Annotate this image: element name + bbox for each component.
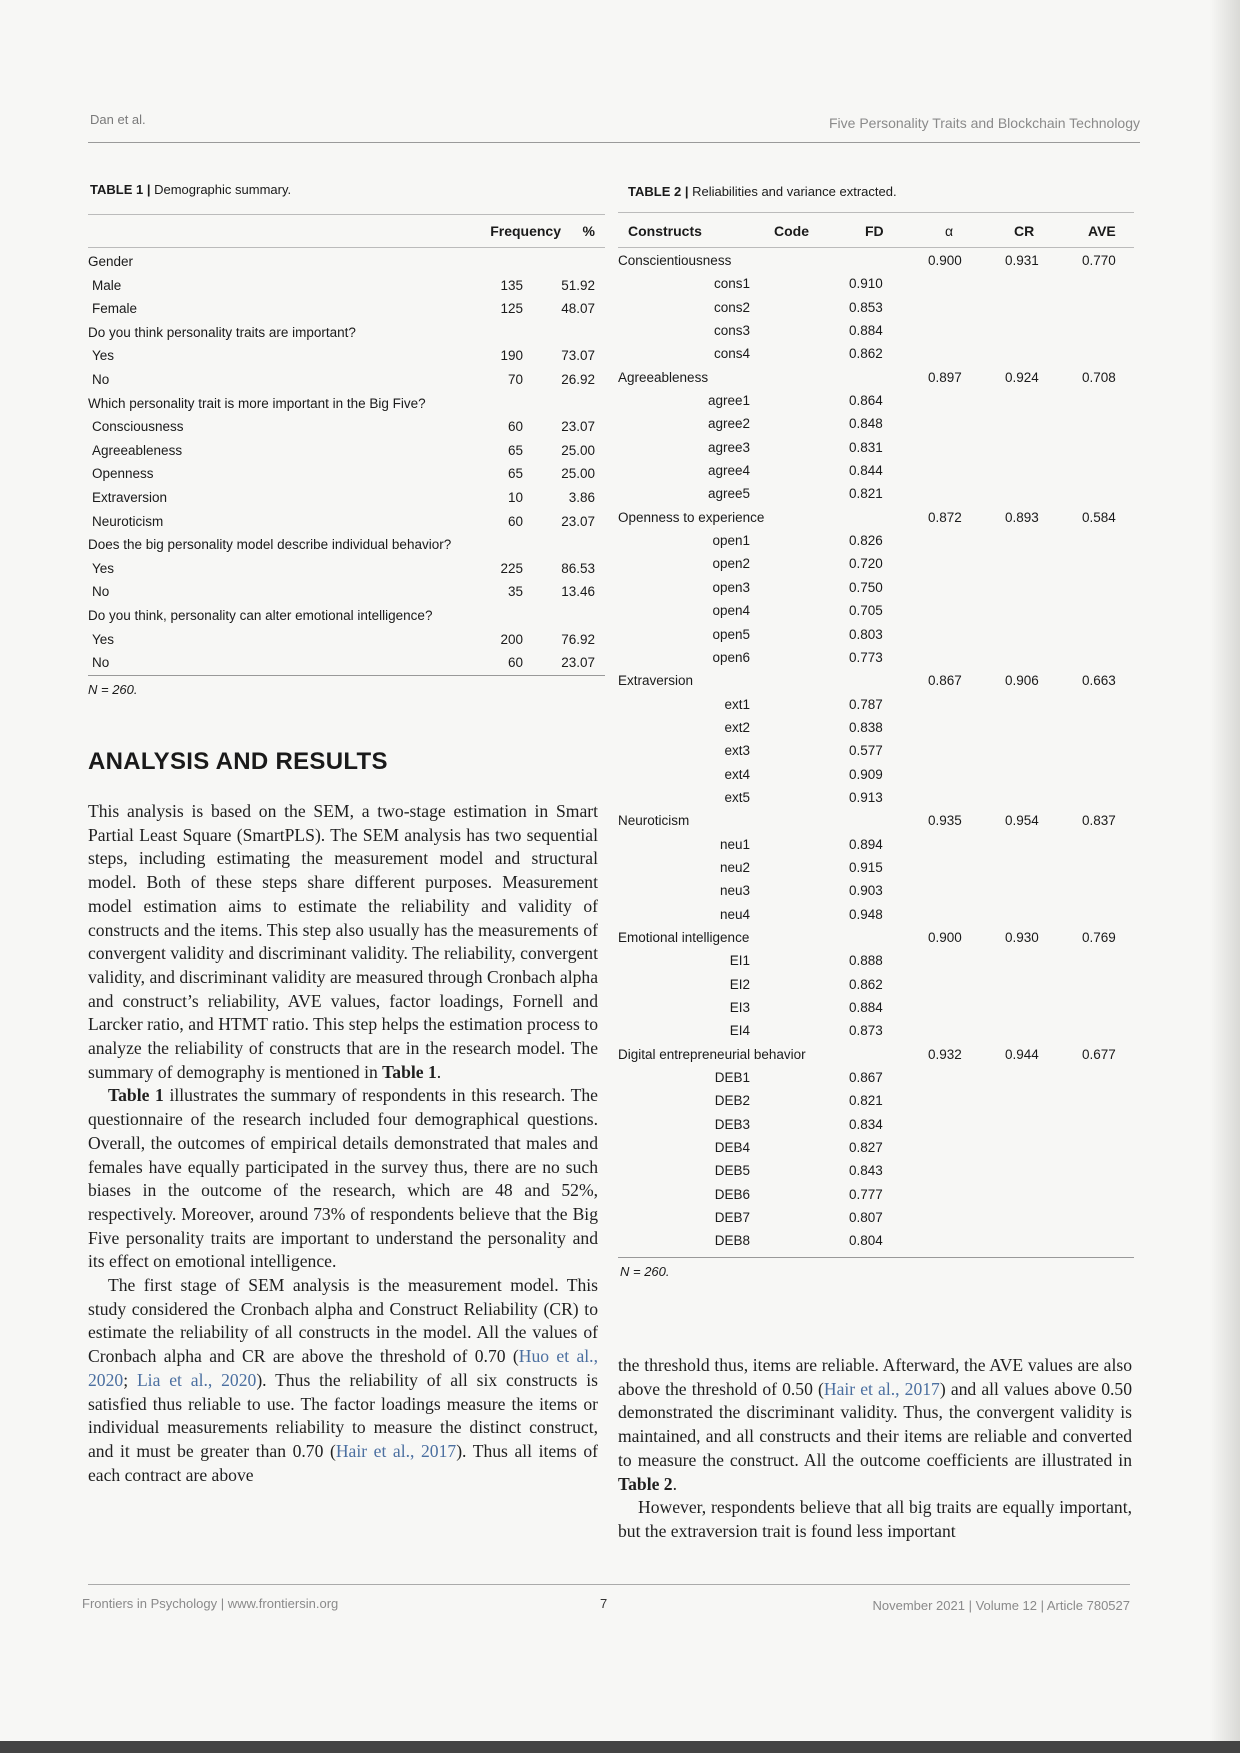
paragraph-text: The first stage of SEM analysis is the measurement model. This study considered the Cronbach alpha and Construct Reliability (CR) to estimate the reliability of all constructs in the model. All the values of Cronbach alpha and CR are above the threshold of 0.70 ( xyxy=(88,1275,598,1367)
paragraph-text: ) and all values above 0.50 demonstrated the discriminant validity. Thus, the convergent validity is maintained, and all constructs and their items are reliable and converted to measure the construct. All the outcome coefficients are illustrated in xyxy=(618,1378,1132,1470)
table2-caption xyxy=(628,184,897,199)
table-row xyxy=(618,437,1134,460)
table2-row-fd: 0.884 xyxy=(849,1000,883,1015)
table2-row-code: cons3 xyxy=(713,323,750,339)
table1-row-frequency: 225 xyxy=(500,560,523,576)
table2-row-ave: 0.677 xyxy=(1082,1046,1116,1062)
table-row xyxy=(618,974,1134,997)
table-row xyxy=(618,1067,1134,1090)
table2-row-construct: Neuroticism xyxy=(618,813,690,829)
citation-link[interactable]: Huo et al., 2020 xyxy=(88,1346,598,1390)
table-row xyxy=(88,392,605,416)
table2-row-fd: 0.915 xyxy=(849,859,883,875)
table2-row-fd: 0.843 xyxy=(849,1163,883,1179)
table-row xyxy=(88,368,605,392)
table-row xyxy=(618,1184,1134,1207)
table2-row-ave: 0.708 xyxy=(1082,369,1116,385)
table-row xyxy=(618,600,1134,623)
table-row xyxy=(618,764,1134,787)
table2-row-code: DEB4 xyxy=(714,1140,750,1156)
table2-row-code: DEB6 xyxy=(714,1186,750,1202)
table-row xyxy=(618,1044,1134,1067)
body-paragraph xyxy=(88,800,598,1084)
table-row xyxy=(618,1020,1134,1043)
table2-row-code: ext5 xyxy=(724,789,750,805)
table2-row-fd: 0.948 xyxy=(849,906,883,922)
table2-row-fd: 0.884 xyxy=(849,323,883,339)
table2-row-code: ext3 xyxy=(724,743,750,759)
table1-row-label: Yes xyxy=(92,631,115,647)
table1-row-frequency: 35 xyxy=(507,584,523,600)
table-row xyxy=(618,717,1134,740)
table-row xyxy=(618,460,1134,483)
table2-row-construct: Extraversion xyxy=(618,673,694,689)
table-row xyxy=(618,834,1134,857)
table-row xyxy=(618,320,1134,343)
table2-row-fd: 0.909 xyxy=(849,766,883,782)
table-row xyxy=(88,250,605,274)
table1-row-label: Do you think personality traits are important? xyxy=(88,324,356,340)
running-head-authors: Dan et al. xyxy=(90,112,146,127)
table2-row-alpha: 0.900 xyxy=(928,929,962,945)
table-row xyxy=(618,880,1134,903)
table1-row-percent: 25.00 xyxy=(561,442,595,458)
table-reference: Table 1 xyxy=(382,1061,437,1082)
table-row xyxy=(88,486,605,510)
table2-row-code: EI4 xyxy=(729,1023,750,1039)
table1-row-frequency: 60 xyxy=(507,419,523,435)
table-row xyxy=(618,927,1134,950)
table-row xyxy=(618,390,1134,413)
table1-row-frequency: 65 xyxy=(507,466,523,482)
table2-row-code: open4 xyxy=(712,603,750,619)
table2-row-code: cons4 xyxy=(713,346,750,362)
table2-col-fd: FD xyxy=(865,223,884,239)
table-row xyxy=(618,694,1134,717)
table2-row-code: neu2 xyxy=(719,859,750,875)
body-text-right-column xyxy=(618,1354,1132,1544)
table2-row-code: neu3 xyxy=(719,883,750,899)
table2-row-code: cons2 xyxy=(713,299,750,315)
table-row xyxy=(618,273,1134,296)
table2-row-ave: 0.769 xyxy=(1082,929,1116,945)
table2-row-fd: 0.821 xyxy=(849,486,883,502)
table2-row-fd: 0.821 xyxy=(849,1093,883,1109)
table2-row-code: ext1 xyxy=(724,696,750,712)
table1-row-percent: 86.53 xyxy=(561,560,595,576)
table1-row-frequency: 200 xyxy=(500,631,523,647)
table1-row-percent: 13.46 xyxy=(561,584,595,600)
table-row xyxy=(618,1230,1134,1253)
table-row xyxy=(618,624,1134,647)
table2-row-alpha: 0.900 xyxy=(928,253,962,268)
paragraph-text: . xyxy=(436,1061,442,1082)
table2-row-fd: 0.862 xyxy=(849,346,883,362)
table2-row-fd: 0.831 xyxy=(849,439,883,455)
table2-caption-text: Reliabilities and variance extracted. xyxy=(688,184,897,199)
table2-row-cr: 0.930 xyxy=(1005,929,1039,945)
footer-journal: Frontiers in Psychology | www.frontiersin.org xyxy=(82,1596,339,1611)
table1-row-frequency: 70 xyxy=(507,371,523,387)
table2-row-cr: 0.906 xyxy=(1005,673,1039,689)
table2-row-fd: 0.888 xyxy=(849,953,883,969)
table1-row-label: Openness xyxy=(92,466,154,482)
table2-row-fd: 0.867 xyxy=(849,1070,883,1086)
table2-row-construct: Agreeableness xyxy=(618,369,709,385)
table2-row-code: cons1 xyxy=(713,276,750,292)
table2-row-code: open1 xyxy=(712,533,750,549)
table1-row-label: Which personality trait is more important in the Big Five? xyxy=(88,395,426,411)
table1-row-label: Male xyxy=(92,277,122,293)
table-row xyxy=(88,439,605,463)
table1-header xyxy=(88,214,605,248)
table2-row-construct: Openness to experience xyxy=(618,509,765,525)
table1 xyxy=(88,214,605,700)
table-row xyxy=(88,533,605,557)
table-row xyxy=(618,297,1134,320)
paragraph-text: ; xyxy=(123,1369,137,1390)
table1-col-percent: % xyxy=(582,223,595,239)
table2-row-alpha: 0.872 xyxy=(928,509,962,525)
paragraph-text: ). Thus all items of each contract are above xyxy=(88,1440,598,1485)
table1-row-label: No xyxy=(92,584,110,600)
table-row xyxy=(88,651,605,675)
table2-row-code: ext4 xyxy=(724,766,750,782)
table2-row-fd: 0.844 xyxy=(849,463,883,479)
table2-row-code: DEB3 xyxy=(714,1116,750,1132)
body-text-left-column xyxy=(88,800,598,1487)
table2-col-alpha: α xyxy=(945,223,954,239)
table2-row-ave: 0.663 xyxy=(1082,673,1116,689)
table2-row-fd: 0.894 xyxy=(849,836,883,852)
table2-row-fd: 0.838 xyxy=(849,719,883,735)
table-row xyxy=(618,857,1134,880)
table2-row-fd: 0.873 xyxy=(849,1023,883,1039)
footer-issue: November 2021 | Volume 12 | Article 780527 xyxy=(872,1598,1130,1613)
table1-row-frequency: 60 xyxy=(507,655,523,671)
table1-row-frequency: 60 xyxy=(507,513,523,529)
table2-footnote xyxy=(618,1257,1134,1282)
table2-row-fd: 0.910 xyxy=(849,276,883,292)
table2-label: TABLE 2 | xyxy=(628,184,689,199)
table-row xyxy=(618,740,1134,763)
header-rule xyxy=(88,142,1140,143)
table2-col-ave: AVE xyxy=(1088,223,1116,239)
table1-row-percent: 23.07 xyxy=(561,513,595,529)
table2-row-ave: 0.770 xyxy=(1082,253,1116,268)
table-row xyxy=(88,344,605,368)
table1-row-label: Do you think, personality can alter emotional intelligence? xyxy=(88,607,433,623)
table2-row-code: EI1 xyxy=(729,953,750,969)
table-row xyxy=(618,483,1134,506)
table2-row-ave: 0.584 xyxy=(1082,509,1116,525)
table2-row-fd: 0.807 xyxy=(849,1210,883,1226)
table1-row-label: Consciousness xyxy=(92,419,184,435)
table1-row-percent: 25.00 xyxy=(561,466,595,482)
table2-row-fd: 0.862 xyxy=(849,976,883,992)
table2-body xyxy=(618,248,1134,1254)
table1-row-percent: 26.92 xyxy=(561,371,595,387)
table2-row-cr: 0.954 xyxy=(1005,813,1039,829)
citation-link[interactable]: Hair et al., 2017 xyxy=(335,1440,457,1461)
table2-row-fd: 0.853 xyxy=(849,299,883,315)
body-paragraph xyxy=(88,1274,598,1487)
table2-row-code: agree3 xyxy=(707,439,750,455)
table2-row-code: open3 xyxy=(712,579,750,595)
table2-row-alpha: 0.867 xyxy=(928,673,962,689)
paragraph-text: . xyxy=(672,1473,677,1494)
table-reference: Table 1 xyxy=(108,1085,164,1106)
paragraph-text: However, respondents believe that all big traits are equally important, but the extraversion trait is found less important xyxy=(618,1497,1132,1541)
table-row xyxy=(618,413,1134,436)
table1-footnote xyxy=(88,675,605,700)
body-paragraph xyxy=(618,1496,1132,1543)
table1-row-label: Female xyxy=(92,301,138,317)
table1-row-frequency: 190 xyxy=(500,348,523,364)
paragraph-text: This analysis is based on the SEM, a two-stage estimation in Smart Partial Least Square (SmartPLS). The SEM analysis has two sequential steps, including estimating the measurement model and structural model. Both of these steps share different purposes. Measurement model estimation aims to estimate the reliability and validity of constructs and the items. This step also usually has the measurements of convergent validity and discriminant validity. The reliability, convergent validity, and discriminant validity are measured through Cronbach alpha and construct’s reliability, AVE values, factor loadings, Fornell and Larcker ratio, and HTMT ratio. This step helps the estimation process to analyze the reliability of constructs that are in the research model. The summary of demography is mentioned in xyxy=(88,801,598,1082)
table-row xyxy=(618,577,1134,600)
table1-caption xyxy=(90,182,291,197)
table2 xyxy=(618,212,1134,1282)
table2-col-constructs: Constructs xyxy=(628,223,702,239)
table1-row-label: Agreeableness xyxy=(92,442,183,458)
table2-col-cr: CR xyxy=(1014,223,1035,239)
table1-row-percent: 23.07 xyxy=(561,419,595,435)
body-paragraph xyxy=(88,1084,598,1274)
table-row xyxy=(618,1207,1134,1230)
table2-col-code: Code xyxy=(774,223,809,239)
table1-row-percent: 76.92 xyxy=(561,631,595,647)
table2-row-fd: 0.826 xyxy=(849,533,883,549)
table1-row-percent: 23.07 xyxy=(561,655,595,671)
table-row xyxy=(88,415,605,439)
table2-row-cr: 0.944 xyxy=(1005,1046,1039,1062)
table-row xyxy=(618,904,1134,927)
table1-note: N = 260. xyxy=(88,681,138,697)
table-row xyxy=(88,462,605,486)
table2-row-code: DEB8 xyxy=(714,1233,750,1249)
table2-row-code: agree4 xyxy=(707,463,750,479)
table-row xyxy=(618,1137,1134,1160)
running-head-title: Five Personality Traits and Blockchain Technology xyxy=(828,115,1140,131)
table1-row-label: No xyxy=(92,371,110,387)
table1-body xyxy=(88,248,605,675)
table2-row-fd: 0.787 xyxy=(849,696,883,712)
scan-bottom-edge xyxy=(0,1741,1240,1753)
table-row xyxy=(618,950,1134,973)
table-row xyxy=(618,1114,1134,1137)
table2-row-construct: Conscientiousness xyxy=(618,253,732,268)
table-row xyxy=(88,604,605,628)
table2-row-code: EI3 xyxy=(729,1000,750,1015)
table1-label: TABLE 1 | xyxy=(90,182,151,197)
page-edge-shadow xyxy=(1210,0,1240,1753)
paragraph-text: the threshold thus, items are reliable. Afterward, the AVE values are also above the threshold of 0.50 ( xyxy=(618,1355,1132,1399)
table2-row-code: ext2 xyxy=(724,719,750,735)
table-row xyxy=(618,250,1134,273)
table2-row-fd: 0.577 xyxy=(849,743,883,759)
table-row xyxy=(88,580,605,604)
table2-row-fd: 0.750 xyxy=(849,579,883,595)
table2-row-cr: 0.893 xyxy=(1005,509,1039,525)
table2-row-code: EI2 xyxy=(729,976,750,992)
table-row xyxy=(88,274,605,298)
footer-page-number: 7 xyxy=(600,1596,608,1611)
table2-row-fd: 0.720 xyxy=(849,556,883,572)
table2-header xyxy=(618,212,1134,248)
table2-row-cr: 0.924 xyxy=(1005,369,1039,385)
table2-row-code: neu1 xyxy=(719,836,750,852)
table2-row-construct: Emotional intelligence xyxy=(618,929,750,945)
table1-row-label: Neuroticism xyxy=(92,513,164,529)
table2-row-fd: 0.848 xyxy=(849,416,883,432)
table2-row-code: open2 xyxy=(712,556,750,572)
table1-row-percent: 51.92 xyxy=(561,277,595,293)
table2-row-code: DEB1 xyxy=(714,1070,750,1086)
footer-rule xyxy=(88,1584,1130,1585)
table-row xyxy=(618,787,1134,810)
table2-row-code: open6 xyxy=(712,649,750,665)
table2-row-code: DEB5 xyxy=(714,1163,750,1179)
section-title: ANALYSIS AND RESULTS xyxy=(88,748,388,775)
table-row xyxy=(88,321,605,345)
table1-row-frequency: 135 xyxy=(500,277,523,293)
table2-row-fd: 0.777 xyxy=(849,1186,883,1202)
table1-row-percent: 3.86 xyxy=(568,489,595,505)
table-reference: Table 2 xyxy=(618,1473,673,1494)
table2-row-alpha: 0.897 xyxy=(928,369,962,385)
table2-row-code: agree5 xyxy=(707,486,750,502)
table2-row-cr: 0.931 xyxy=(1005,253,1039,268)
table-row xyxy=(88,557,605,581)
paragraph-text: ). Thus the reliability of all six constructs is satisfied thus reliable to use. The factor loadings measure the items or individual measurements reliability to measure the distinct construct, and it must be greater than 0.70 ( xyxy=(88,1369,598,1461)
table2-row-code: agree1 xyxy=(707,393,750,409)
table1-col-frequency: Frequency xyxy=(490,223,561,239)
table-row xyxy=(618,1090,1134,1113)
citation-link[interactable]: Hair et al., 2017 xyxy=(823,1378,940,1399)
table1-row-percent: 73.07 xyxy=(561,348,595,364)
table-row xyxy=(618,530,1134,553)
table-row xyxy=(618,647,1134,670)
table-row xyxy=(618,507,1134,530)
table2-row-code: neu4 xyxy=(719,906,750,922)
table2-row-code: open5 xyxy=(712,626,750,642)
table2-row-code: DEB7 xyxy=(714,1210,750,1226)
table2-row-fd: 0.903 xyxy=(849,883,883,899)
table2-row-code: agree2 xyxy=(707,416,750,432)
table2-note: N = 260. xyxy=(620,1263,670,1279)
table-row xyxy=(88,510,605,534)
table2-row-alpha: 0.935 xyxy=(928,813,962,829)
table-row xyxy=(618,810,1134,833)
table-row xyxy=(618,553,1134,576)
table1-row-frequency: 10 xyxy=(507,489,523,505)
citation-link[interactable]: Lia et al., 2020 xyxy=(136,1369,257,1390)
table-row xyxy=(618,1160,1134,1183)
table-row xyxy=(618,343,1134,366)
table2-row-fd: 0.804 xyxy=(849,1233,883,1249)
table1-row-label: Gender xyxy=(88,254,134,269)
table2-row-fd: 0.913 xyxy=(849,789,883,805)
table2-row-alpha: 0.932 xyxy=(928,1046,962,1062)
table2-row-fd: 0.864 xyxy=(849,393,883,409)
table2-row-fd: 0.773 xyxy=(849,649,883,665)
table-row xyxy=(618,997,1134,1020)
table2-row-construct: Digital entrepreneurial behavior xyxy=(618,1046,806,1062)
table-row xyxy=(618,670,1134,693)
table1-row-percent: 48.07 xyxy=(561,301,595,317)
table1-row-frequency: 65 xyxy=(507,442,523,458)
table1-row-label: Yes xyxy=(92,560,115,576)
paragraph-text: illustrates the summary of respondents in this research. The questionnaire of the research included four demographical questions. Overall, the outcomes of empirical details demonstrated that males and females have equally participated in the survey thus, there are no such biases in the outcome of the research, which are 48 and 52%, respectively. Moreover, around 73% of respondents believe that the Big Five personality traits are important to understand the personality and its effect on emotional intelligence. xyxy=(88,1085,598,1272)
table-row xyxy=(88,628,605,652)
table2-row-fd: 0.827 xyxy=(849,1140,883,1156)
body-paragraph xyxy=(618,1354,1132,1496)
table1-row-label: Does the big personality model describe individual behavior? xyxy=(88,537,452,553)
table-row xyxy=(618,367,1134,390)
table2-row-fd: 0.705 xyxy=(849,603,883,619)
table1-row-label: No xyxy=(92,655,110,671)
table1-row-frequency: 125 xyxy=(500,301,523,317)
table1-row-label: Extraversion xyxy=(92,489,168,505)
table1-caption-text: Demographic summary. xyxy=(150,182,292,197)
table2-row-code: DEB2 xyxy=(714,1093,750,1109)
table-row xyxy=(88,297,605,321)
table1-row-label: Yes xyxy=(92,348,115,364)
table2-row-fd: 0.803 xyxy=(849,626,883,642)
table2-row-ave: 0.837 xyxy=(1082,813,1116,829)
table2-row-fd: 0.834 xyxy=(849,1116,883,1132)
